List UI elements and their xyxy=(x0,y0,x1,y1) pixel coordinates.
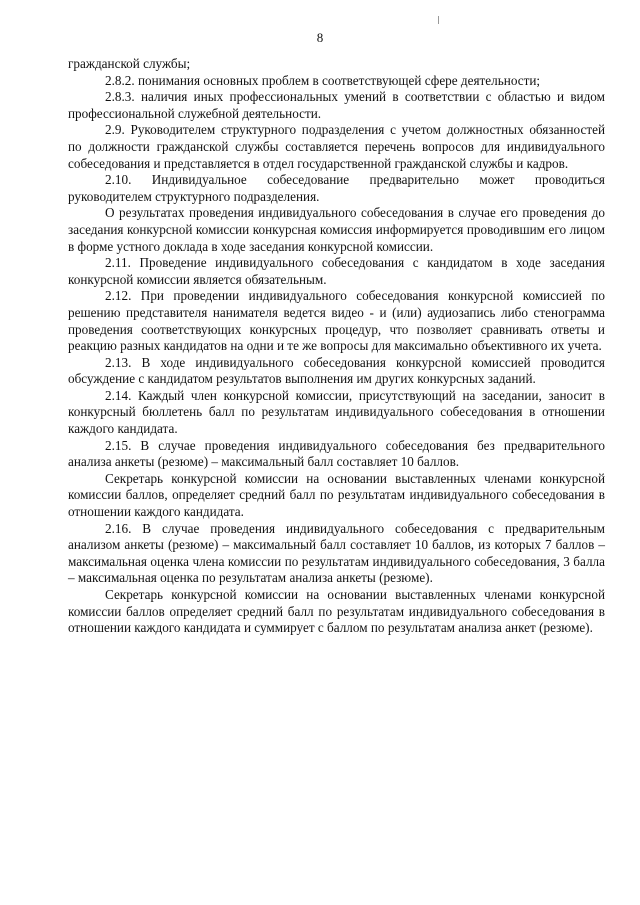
document-body xyxy=(68,56,605,637)
paragraph-2-16-secretary: Секретарь конкурсной комиссии на основании выставленных членами конкурсной комиссии баллов определяет средний балл по результатам индивидуального собеседования в отношении каждого кандидата и суммирует с баллом по результатам анализа анкет (резюме). xyxy=(68,587,605,636)
paragraph-2-10: 2.10. Индивидуальное собеседование предварительно может проводиться руководителем структурного подразделения. xyxy=(68,172,605,204)
paragraph-2-13: 2.13. В ходе индивидуального собеседования конкурсной комиссией проводится обсуждение с кандидатом результатов выполнения им других конкурсных заданий. xyxy=(68,354,605,387)
page-number: 8 xyxy=(316,30,324,45)
paragraph-2-8-3: 2.8.3. наличия иных профессиональных умений в соответствии с областью и видом профессиональной служебной деятельности. xyxy=(68,89,605,121)
paragraph-2-15: 2.15. В случае проведения индивидуального собеседования без предварительного анализа анкеты (резюме) – максимальный балл составляет 10 баллов. xyxy=(68,437,605,470)
paragraph-2-14: 2.14. Каждый член конкурсной комиссии, присутствующий на заседании, заносит в конкурсный бюллетень балл по результатам индивидуального собеседования в отношении каждого кандидата. xyxy=(68,387,605,437)
paragraph-2-8-2: 2.8.2. понимания основных проблем в соответствующей сфере деятельности; xyxy=(105,72,541,88)
paragraph-continuation: гражданской службы; xyxy=(68,56,191,71)
paragraph-2-10-results: О результатах проведения индивидуального собеседования в случае его проведения до заседания конкурсной комиссии конкурсная комиссия информируется проводившим его лицом в форме устного доклада в ходе заседания конкурсной комиссии. xyxy=(68,205,605,254)
scan-mark xyxy=(438,16,439,24)
paragraph-2-11: 2.11. Проведение индивидуального собеседования с кандидатом в ходе заседания конкурсной комиссии является обязательным. xyxy=(68,255,605,287)
paragraph-2-12: 2.12. При проведении индивидуального собеседования конкурсной комиссией по решению представителя нанимателя ведется видео - и (или) аудиозапись либо стенограмма проведения соответствующих конкурсных процедур, что позволяет сравнивать ответы и реакцию разных кандидатов на одни и те же вопросы для максимально объективного их учета. xyxy=(68,288,605,354)
paragraph-2-9: 2.9. Руководителем структурного подразделения с учетом должностных обязанностей по должности гражданской службы составляется перечень вопросов для индивидуального собеседования и представляется в отдел государственной гражданской службы и кадров. xyxy=(68,122,605,171)
paragraph-2-16: 2.16. В случае проведения индивидуального собеседования с предварительным анализом анкеты (резюме) – максимальный балл составляет 10 баллов, из которых 7 баллов – максимальная оценка члена комиссии по результатам индивидуального собеседования, 3 балла – максимальная оценка по результатам анализа анкеты (резюме). xyxy=(68,520,605,586)
paragraph-2-15-secretary: Секретарь конкурсной комиссии на основании выставленных членами конкурсной комиссии баллов, определяет средний балл по результатам индивидуального собеседования в отношении каждого кандидата. xyxy=(68,470,605,520)
